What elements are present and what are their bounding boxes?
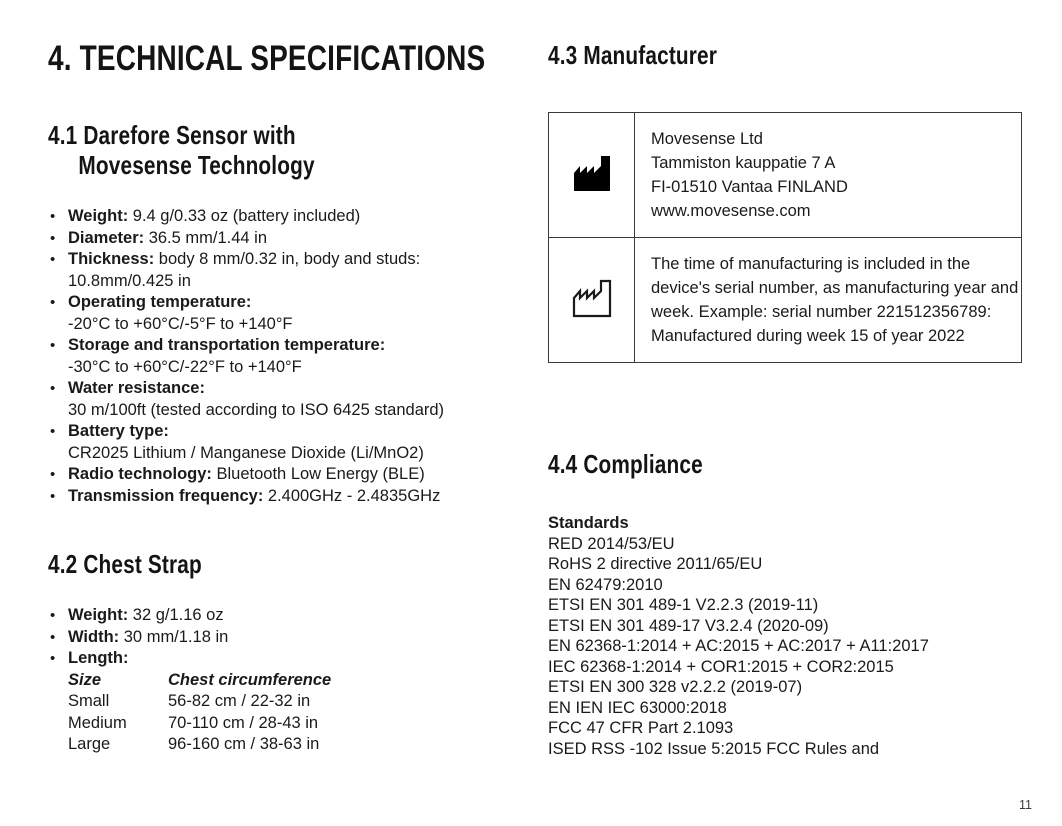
list-item-label: Water resistance: <box>68 379 205 397</box>
bullet-icon: • <box>50 251 56 268</box>
list-item <box>48 486 528 508</box>
list-item <box>48 378 528 421</box>
list-item-label: Battery type: <box>68 422 169 440</box>
standard-entry: EN 62479:2010 <box>548 575 663 594</box>
list-item <box>48 249 528 292</box>
manufacturer-website: www.movesense.com <box>651 202 811 220</box>
size-table-head <box>68 670 331 692</box>
list-item <box>48 292 528 335</box>
section-heading-4-4: 4.4 Compliance <box>548 449 703 479</box>
size-name-cell: Medium <box>68 713 127 732</box>
standard-entry: ETSI EN 300 328 v2.2.2 (2019-07) <box>548 678 803 696</box>
list-item-label: Weight: <box>68 207 129 225</box>
bullet-icon: • <box>50 208 56 225</box>
spacer <box>548 70 1026 112</box>
manufacturer-street: Tammiston kauppatie 7 A <box>651 154 836 172</box>
standard-entry: ISED RSS -102 Issue 5:2015 FCC Rules and <box>548 739 880 758</box>
date-of-manufacture-row <box>549 237 1021 362</box>
chest-circumference-cell: 96-160 cm / 38-63 in <box>168 735 320 753</box>
standard-entry: ETSI EN 301 489-17 V3.2.4 (2020-09) <box>548 616 829 635</box>
spacer <box>48 579 528 605</box>
date-of-manufacture-text <box>635 238 1021 362</box>
bullet-icon: • <box>50 380 56 397</box>
list-item <box>48 421 528 464</box>
standard-entry: RoHS 2 directive 2011/65/EU <box>548 555 763 573</box>
chest-circumference-cell: 70-110 cm / 28-43 in <box>168 713 319 732</box>
list-item-detail: 10.8mm/0.425 in <box>68 271 191 290</box>
date-of-manufacture-icon-cell <box>549 238 635 362</box>
date-of-manufacture-line-3: week. Example: serial number 221512356789: <box>651 303 992 321</box>
list-item-value: 9.4 g/0.33 oz (battery included) <box>128 207 361 225</box>
list-item-label: Length: <box>68 649 129 667</box>
date-of-manufacture-factory-outline-icon <box>570 278 614 323</box>
manufacturer-address-row <box>549 113 1021 237</box>
list-item-detail: 30 m/100ft (tested according to ISO 6425 standard) <box>68 400 445 419</box>
list-item-label: Weight: <box>68 606 129 624</box>
list-item-label: Storage and transportation temperature: <box>68 336 386 354</box>
list-item-value: 36.5 mm/1.44 in <box>144 228 268 247</box>
standard-entry: RED 2014/53/EU <box>548 534 675 553</box>
list-item <box>48 228 528 250</box>
list-item <box>48 335 528 378</box>
chest-strap-spec-list <box>48 605 528 670</box>
list-item-label: Transmission frequency: <box>68 486 264 505</box>
section-heading-4-1-line1: 4.1 Darefore Sensor with <box>48 120 296 150</box>
table-row <box>68 691 331 713</box>
section-heading-4-1-line2: Movesense Technology <box>78 150 315 180</box>
list-item-label: Radio technology: <box>68 465 212 483</box>
list-item-label: Operating temperature: <box>68 293 252 311</box>
bullet-icon: • <box>50 650 56 667</box>
bullet-icon: • <box>50 294 56 311</box>
list-item-value: 32 g/1.16 oz <box>128 606 224 624</box>
standard-entry: FCC 47 CFR Part 2.1093 <box>548 719 734 737</box>
manufacturer-address-text <box>635 113 1021 237</box>
page-title: 4. TECHNICAL SPECIFICATIONS <box>48 39 486 78</box>
list-item <box>48 627 528 649</box>
bullet-icon: • <box>50 628 56 646</box>
list-item <box>48 464 528 486</box>
size-table-body <box>68 691 331 756</box>
chest-strap-size-table <box>68 670 331 756</box>
bullet-icon: • <box>50 423 56 440</box>
manufacturer-city: FI-01510 Vantaa FINLAND <box>651 178 848 196</box>
size-table-header-row <box>68 670 331 692</box>
list-item-label: Thickness: <box>68 250 155 268</box>
list-item-value: body 8 mm/0.32 in, body and studs: <box>154 250 421 268</box>
bullet-icon: • <box>50 229 56 247</box>
list-item-detail: -20°C to +60°C/-5°F to +140°F <box>68 314 293 333</box>
left-column <box>48 40 528 756</box>
bullet-icon: • <box>50 337 56 354</box>
right-column <box>548 40 1026 759</box>
standard-entry: IEC 62368-1:2014 + COR1:2015 + COR2:2015 <box>548 657 894 676</box>
standard-entry: EN IEN IEC 63000:2018 <box>548 698 727 717</box>
size-table-header-circumference: Chest circumference <box>168 670 332 689</box>
list-item <box>48 605 528 627</box>
sensor-spec-list <box>48 206 528 507</box>
manufacturer-icon-cell <box>549 113 635 237</box>
standard-entry: ETSI EN 301 489-1 V2.2.3 (2019-11) <box>548 596 819 614</box>
chest-circumference-cell: 56-82 cm / 22-32 in <box>168 692 311 710</box>
table-row <box>68 713 331 735</box>
size-name-cell: Large <box>68 735 111 753</box>
bullet-icon: • <box>50 487 56 505</box>
standards-list <box>548 513 1026 759</box>
spacer <box>548 363 1026 449</box>
list-item-label: Diameter: <box>68 228 145 247</box>
spacer <box>48 78 528 120</box>
list-item <box>48 648 528 670</box>
date-of-manufacture-line-1: The time of manufacturing is included in the <box>651 255 971 273</box>
spacer <box>48 507 528 549</box>
list-item-value: Bluetooth Low Energy (BLE) <box>211 465 425 483</box>
bullet-icon: • <box>50 466 56 483</box>
size-table-header-size: Size <box>68 670 102 689</box>
date-of-manufacture-line-4: Manufactured during week 15 of year 2022 <box>651 327 965 345</box>
spacer <box>48 180 528 206</box>
list-item-detail: CR2025 Lithium / Manganese Dioxide (Li/MnO2) <box>68 443 424 462</box>
list-item-value: 30 mm/1.18 in <box>119 627 229 646</box>
list-item-detail: -30°C to +60°C/-22°F to +140°F <box>68 357 302 376</box>
spacer <box>548 479 1026 513</box>
page-number: 11 <box>1019 798 1032 812</box>
manufacturer-factory-solid-icon <box>570 153 614 198</box>
standards-label: Standards <box>548 514 629 532</box>
section-heading-4-2: 4.2 Chest Strap <box>48 549 202 579</box>
table-row <box>68 734 331 756</box>
list-item-value: 2.400GHz - 2.4835GHz <box>263 486 441 505</box>
size-name-cell: Small <box>68 692 110 710</box>
standards-lines <box>548 534 1026 760</box>
section-heading-4-3: 4.3 Manufacturer <box>548 40 718 70</box>
manufacturer-info-box <box>548 112 1022 363</box>
manufacturer-name: Movesense Ltd <box>651 130 763 148</box>
list-item <box>48 206 528 228</box>
date-of-manufacture-line-2: device's serial number, as manufacturing year and <box>651 279 1019 297</box>
list-item-label: Width: <box>68 627 120 646</box>
bullet-icon: • <box>50 607 56 624</box>
section-heading-4-1 <box>48 120 432 180</box>
standard-entry: EN 62368-1:2014 + AC:2015 + AC:2017 + A11:2017 <box>548 637 929 655</box>
